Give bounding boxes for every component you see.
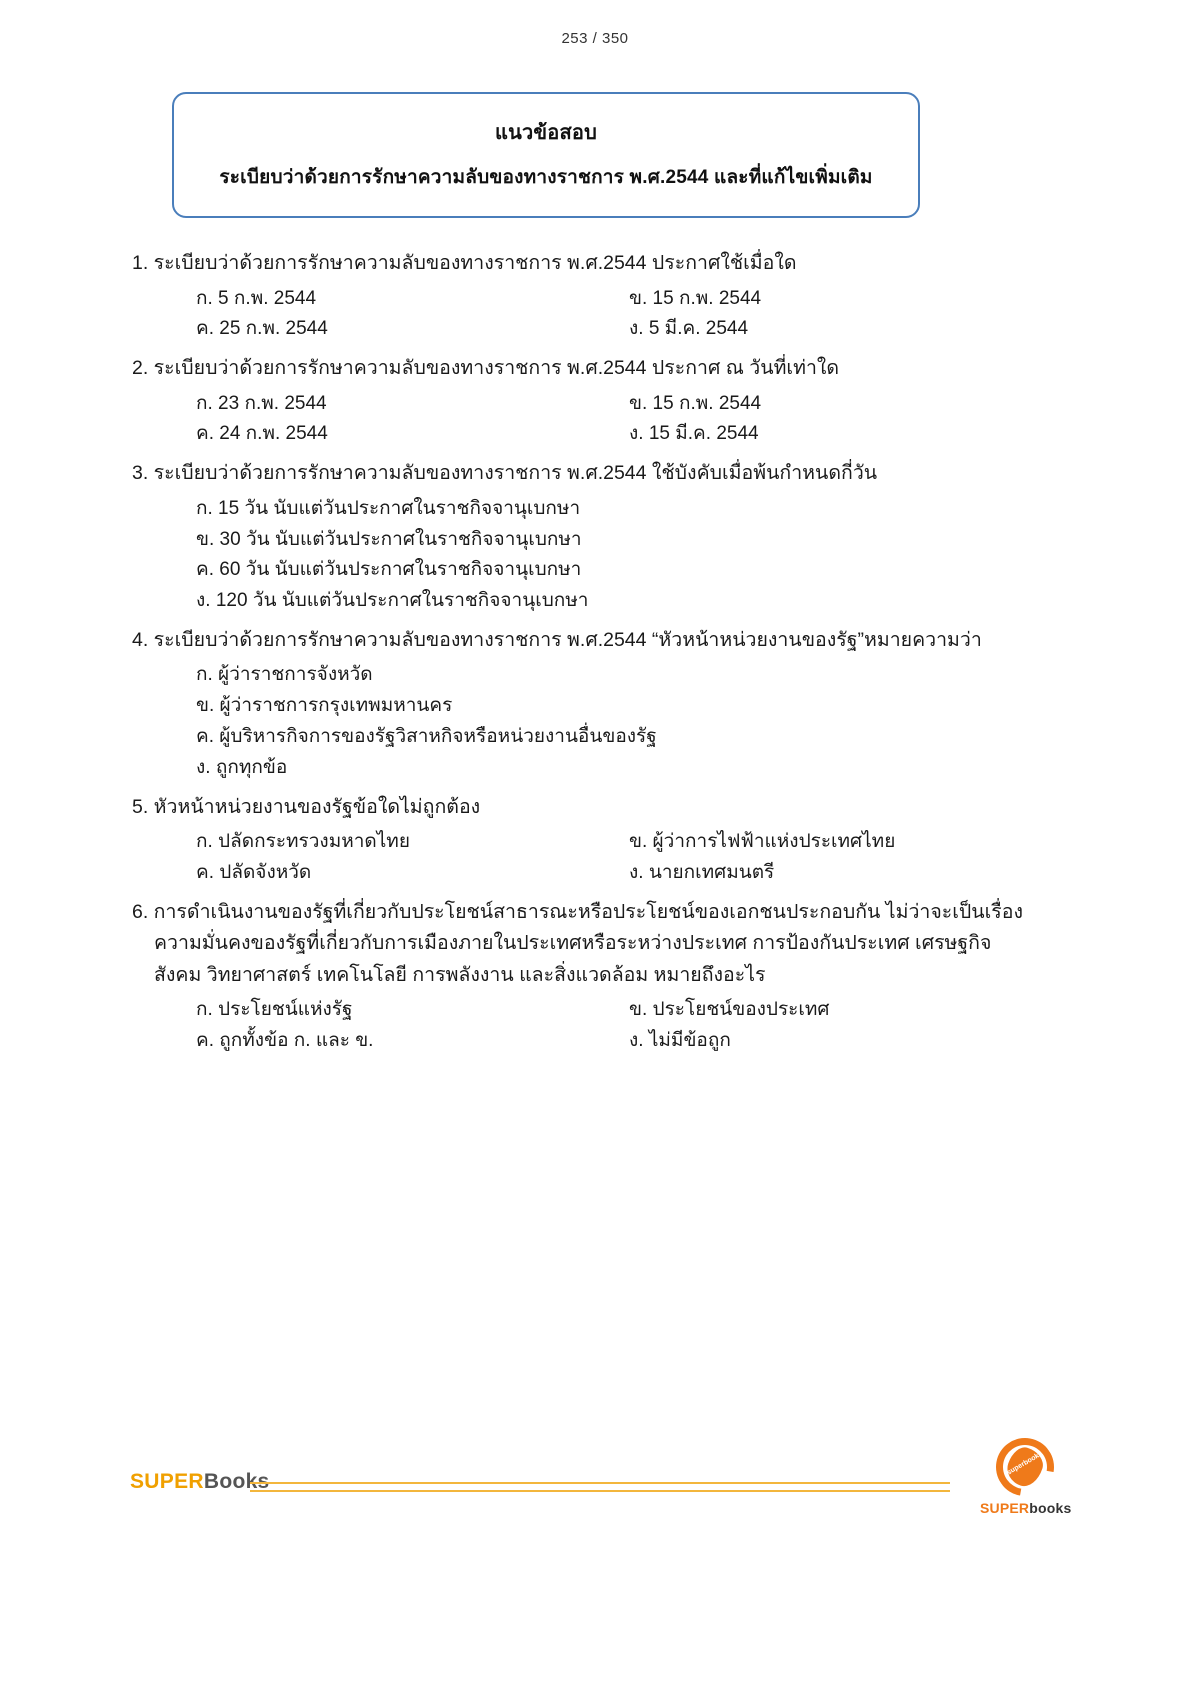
choice-option[interactable]: ค. 25 ก.พ. 2544 [196, 318, 328, 340]
choice-option[interactable]: ค. ถูกทั้งข้อ ก. และ ข. [196, 1030, 374, 1052]
choice-option[interactable]: ก. 23 ก.พ. 2544 [196, 392, 327, 414]
question-text: 6. การดำเนินงานของรัฐที่เกี่ยวกับประโยชน์สาธารณะหรือประโยชน์ของเอกชนประกอบกัน ไม่ว่าจะเป็นเรื่อง [132, 900, 1023, 923]
choice-option[interactable]: ก. 5 ก.พ. 2544 [196, 287, 317, 309]
choices-group [132, 284, 1062, 346]
choice-option[interactable]: ค. ผู้บริหารกิจการของรัฐวิสาหกิจหรือหน่วยงานอื่นของรัฐ [196, 725, 657, 747]
exam-title-secondary: ระเบียบว่าด้วยการรักษาความลับของทางราชการ พ.ศ.2544 และที่แก้ไขเพิ่มเติม [219, 167, 873, 188]
question-text-continued: ความมั่นคงของรัฐที่เกี่ยวกับการเมืองภายในประเทศหรือระหว่างประเทศ การป้องกันประเทศ เศรษฐกิจ [154, 932, 992, 955]
choice-option[interactable]: ค. 60 วัน นับแต่วันประกาศในราชกิจจานุเบกษา [196, 559, 582, 581]
question-text: 1. ระเบียบว่าด้วยการรักษาความลับของทางราชการ พ.ศ.2544 ประกาศใช้เมื่อใด [132, 252, 797, 274]
choice-option[interactable]: ง. นายกเทศมนตรี [629, 861, 775, 883]
question-item [132, 625, 1062, 784]
choice-option[interactable]: ข. ประโยชน์ของประเทศ [629, 999, 830, 1021]
choice-option[interactable]: ข. ผู้ว่าการไฟฟ้าแห่งประเทศไทย [629, 831, 896, 853]
choice-option[interactable]: ก. 15 วัน นับแต่วันประกาศในราชกิจจานุเบกษา [196, 497, 581, 519]
choices-group [132, 660, 1062, 783]
footer-divider [250, 1482, 950, 1492]
choices-group [132, 389, 1062, 451]
choice-option[interactable]: ง. 5 มี.ค. 2544 [629, 318, 749, 340]
choice-option[interactable]: ง. 15 มี.ค. 2544 [629, 423, 759, 445]
choice-option[interactable]: ข. 30 วัน นับแต่วันประกาศในราชกิจจานุเบกษา [196, 528, 582, 550]
choice-option[interactable]: ง. ไม่มีข้อถูก [629, 1030, 731, 1052]
logo-inner-text: superbooks [1006, 1450, 1044, 1477]
choices-group [132, 494, 1062, 617]
logo-swoosh-icon [996, 1438, 1054, 1496]
question-text: 2. ระเบียบว่าด้วยการรักษาความลับของทางราชการ พ.ศ.2544 ประกาศ ณ วันที่เท่าใด [132, 357, 840, 380]
choices-group [132, 995, 1062, 1057]
logo-wordmark-books: books [1029, 1500, 1072, 1516]
exam-title-box [172, 92, 920, 218]
choice-option[interactable]: ค. ปลัดจังหวัด [196, 861, 312, 883]
question-text: 3. ระเบียบว่าด้วยการรักษาความลับของทางราชการ พ.ศ.2544 ใช้บังคับเมื่อพ้นกำหนดกี่วัน [132, 462, 878, 485]
choice-option[interactable]: ข. ผู้ว่าราชการกรุงเทพมหานคร [196, 695, 453, 717]
choice-option[interactable]: ข. 15 ก.พ. 2544 [629, 392, 762, 414]
choices-group [132, 827, 1062, 889]
choice-option[interactable]: ค. 24 ก.พ. 2544 [196, 423, 328, 445]
logo-wordmark [980, 1500, 1070, 1516]
page-footer [0, 1430, 1190, 1550]
question-item [132, 458, 1062, 617]
footer-brand-super: SUPER [130, 1470, 204, 1493]
exam-title-primary: แนวข้อสอบ [495, 122, 597, 144]
choice-option[interactable]: ก. ประโยชน์แห่งรัฐ [196, 999, 353, 1021]
page-number: 253 / 350 [561, 30, 629, 47]
question-item [132, 897, 1062, 1057]
question-text-continued: สังคม วิทยาศาสตร์ เทคโนโลยี การพลังงาน และสิ่งแวดล้อม หมายถึงอะไร [154, 963, 766, 986]
logo-wordmark-super: SUPER [980, 1500, 1030, 1516]
choice-option[interactable]: ข. 15 ก.พ. 2544 [629, 287, 762, 309]
question-item [132, 792, 1062, 889]
question-item [132, 353, 1062, 450]
question-item [132, 248, 1062, 345]
choice-option[interactable]: ง. 120 วัน นับแต่วันประกาศในราชกิจจานุเบกษา [196, 590, 589, 612]
superbooks-logo [980, 1438, 1070, 1524]
question-text: 4. ระเบียบว่าด้วยการรักษาความลับของทางราชการ พ.ศ.2544 “หัวหน้าหน่วยงานของรัฐ”หมายความว่า [132, 628, 982, 651]
choice-option[interactable]: ก. ผู้ว่าราชการจังหวัด [196, 664, 373, 686]
question-text: 5. หัวหน้าหน่วยงานของรัฐข้อใดไม่ถูกต้อง [132, 795, 481, 818]
choice-option[interactable]: ง. ถูกทุกข้อ [196, 756, 288, 778]
footer-brand-books: Books [203, 1470, 270, 1493]
choice-option[interactable]: ก. ปลัดกระทรวงมหาดไทย [196, 831, 410, 853]
footer-brand [130, 1470, 270, 1494]
questions-container [132, 248, 1062, 1065]
